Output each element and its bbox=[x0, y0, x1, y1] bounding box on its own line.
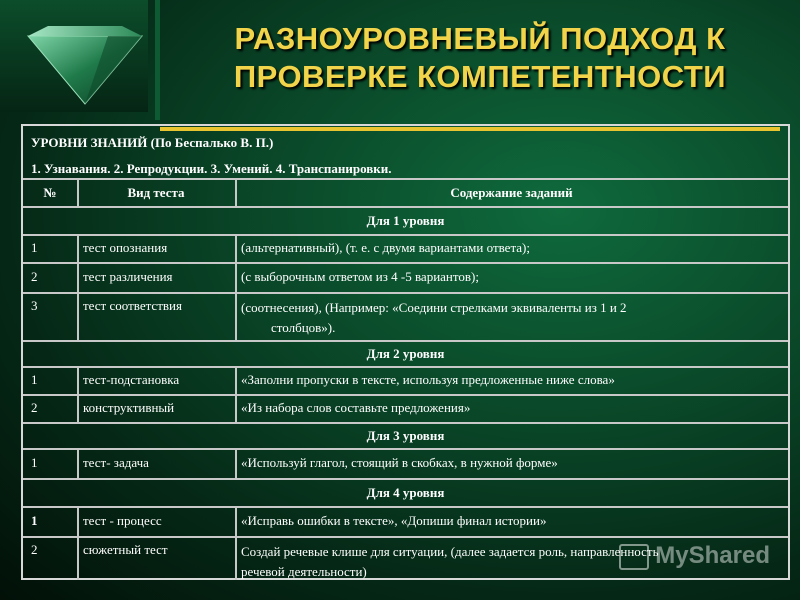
row-num: 1 bbox=[31, 372, 38, 387]
level-2-row bbox=[23, 340, 788, 366]
table-row bbox=[23, 292, 788, 340]
levels-info bbox=[31, 132, 392, 184]
level-1-label: Для 1 уровня bbox=[366, 213, 445, 228]
row-num: 1 bbox=[31, 513, 38, 528]
levels-line-2: 1. Узнавания. 2. Репродукции. 3. Умений. 4. Транспанировки. bbox=[31, 161, 392, 176]
row-content bbox=[235, 298, 788, 338]
header-content: Содержание заданий bbox=[450, 185, 573, 200]
row-content: «Исправь ошибки в тексте», «Допиши финал истории» bbox=[241, 513, 547, 528]
row-content: (альтернативный), (т. е. с двумя вариантами ответа); bbox=[241, 240, 531, 255]
row-num: 1 bbox=[31, 455, 38, 470]
row-content: «Из набора слов составьте предложения» bbox=[241, 400, 471, 415]
row-num: 2 bbox=[31, 400, 38, 415]
row-content-line-2: речевой деятельности) bbox=[241, 564, 367, 579]
row-type: тест- задача bbox=[83, 455, 149, 470]
vertical-accent bbox=[155, 0, 160, 120]
row-content-line-2: столбцов»). bbox=[271, 320, 336, 335]
level-2-label: Для 2 уровня bbox=[366, 346, 445, 361]
level-3-row bbox=[23, 422, 788, 448]
table-row bbox=[23, 262, 788, 292]
row-type: тест-подстановка bbox=[83, 372, 180, 387]
row-content: «Используй глагол, стоящий в скобках, в нужной форме» bbox=[241, 455, 558, 470]
row-type: тест соответствия bbox=[83, 298, 182, 313]
presentation-icon bbox=[619, 544, 649, 570]
table-row bbox=[23, 366, 788, 394]
row-content: «Заполни пропуски в тексте, используя предложенные ниже слова» bbox=[241, 372, 615, 387]
row-num: 1 bbox=[31, 240, 38, 255]
row-type: конструктивный bbox=[83, 400, 175, 415]
competence-table bbox=[21, 124, 790, 580]
row-content: (с выборочным ответом из 4 -5 вариантов); bbox=[241, 269, 479, 284]
table-row bbox=[23, 448, 788, 478]
table-row bbox=[23, 234, 788, 262]
row-content-line-1: Создай речевые клише для ситуации, (далее задается роль, направленность bbox=[241, 544, 659, 559]
levels-line-1: УРОВНИ ЗНАНИЙ (По Беспалько В. П.) bbox=[31, 135, 274, 150]
table-row bbox=[23, 506, 788, 536]
row-type: сюжетный тест bbox=[83, 542, 168, 557]
header-num: № bbox=[43, 185, 57, 200]
page-title: РАЗНОУРОВНЕВЫЙ ПОДХОД К ПРОВЕРКЕ КОМПЕТЕНТНОСТИ bbox=[233, 21, 727, 94]
row-num: 3 bbox=[31, 298, 38, 313]
row-num: 2 bbox=[31, 269, 38, 284]
level-1-row bbox=[23, 206, 788, 234]
watermark-text: MyShared bbox=[655, 542, 770, 569]
row-type: тест опознания bbox=[83, 240, 168, 255]
table-header-row bbox=[23, 178, 788, 206]
table-row bbox=[23, 394, 788, 422]
pyramid-logo bbox=[18, 8, 152, 112]
row-type: тест различения bbox=[83, 269, 173, 284]
level-4-row bbox=[23, 478, 788, 506]
watermark bbox=[619, 542, 770, 570]
level-4-label: Для 4 уровня bbox=[366, 485, 445, 500]
row-num: 2 bbox=[31, 542, 38, 557]
header-type: Вид теста bbox=[127, 185, 185, 200]
row-content-line-1: (соотнесения), (Например: «Соедини стрелками эквиваленты из 1 и 2 bbox=[241, 300, 627, 315]
level-3-label: Для 3 уровня bbox=[366, 428, 445, 443]
row-type: тест - процесс bbox=[83, 513, 162, 528]
